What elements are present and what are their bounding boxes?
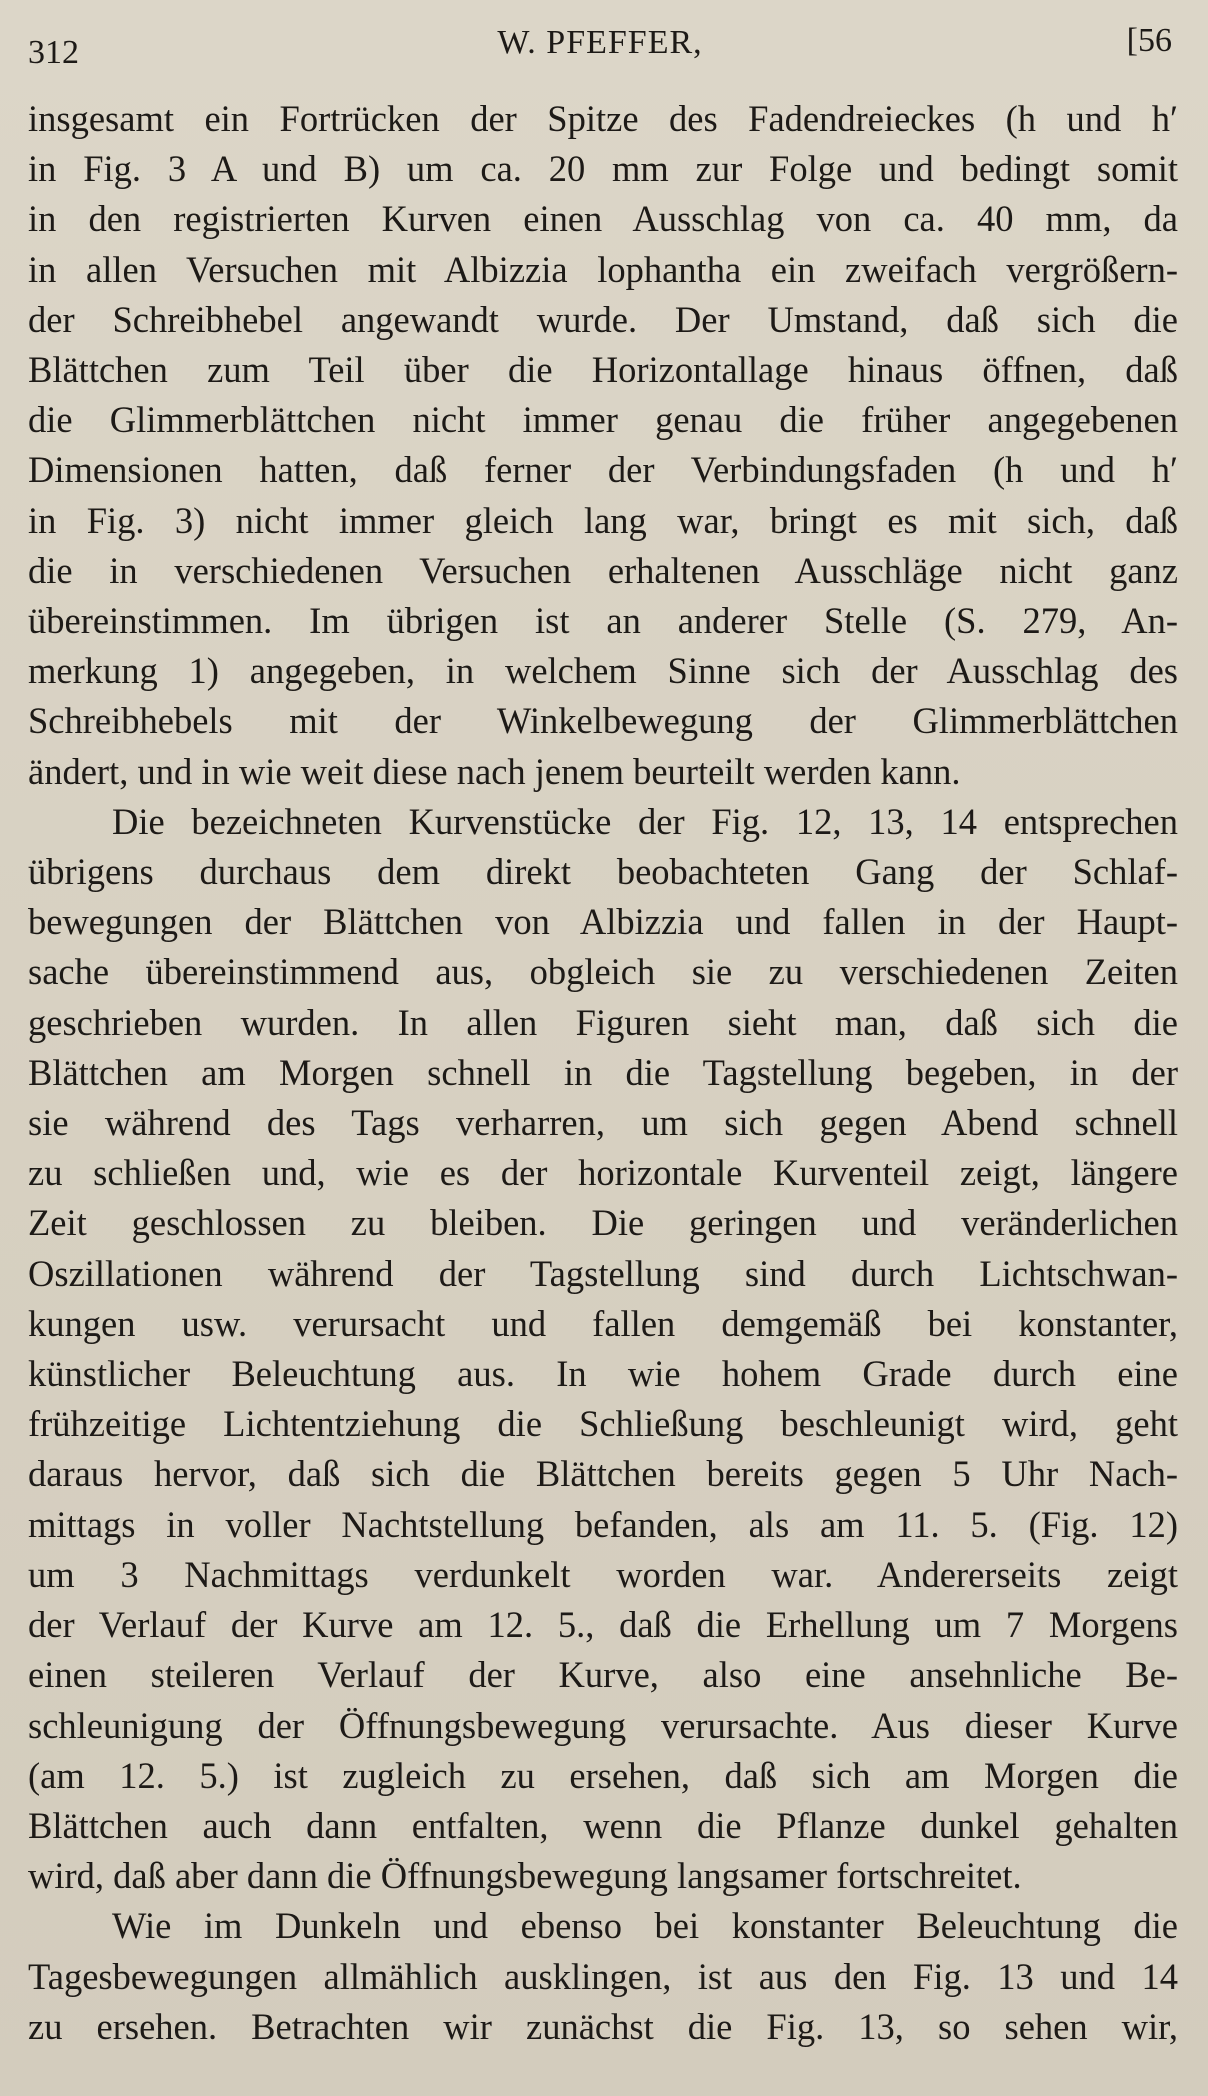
text-line: Tagesbewegungen allmählich ausklingen, ist aus den Fig. 13 und 14	[28, 1955, 1178, 1997]
original-page-marker: [56	[1126, 22, 1172, 59]
paragraph	[28, 94, 1178, 797]
text-line: die Glimmerblättchen nicht immer genau die früher angegebenen	[28, 399, 1178, 441]
body-text	[28, 94, 1178, 2052]
text-line: Blättchen auch dann entfalten, wenn die Pflanze dunkel gehalten	[28, 1804, 1178, 1846]
text-line: Dimensionen hatten, daß ferner der Verbindungsfaden (h und h′	[28, 449, 1178, 491]
text-line: insgesamt ein Fortrücken der Spitze des Fadendreieckes (h und h′	[28, 98, 1178, 139]
text-line: (am 12. 5.) ist zugleich zu ersehen, daß sich am Morgen die	[28, 1754, 1178, 1796]
text-line: Die bezeichneten Kurvenstücke der Fig. 12, 13, 14 entsprechen	[112, 800, 1178, 842]
text-line: frühzeitige Lichtentziehung die Schließung beschleunigt wird, geht	[28, 1403, 1178, 1445]
text-line: Schreibhebels mit der Winkelbewegung der Glimmerblättchen	[28, 700, 1178, 742]
text-line: übereinstimmen. Im übrigen ist an anderer Stelle (S. 279, An-	[28, 600, 1178, 642]
text-line: Blättchen zum Teil über die Horizontallage hinaus öffnen, daß	[28, 349, 1178, 391]
text-line: die in verschiedenen Versuchen erhaltenen Ausschläge nicht ganz	[28, 549, 1178, 591]
text-line: sache übereinstimmend aus, obgleich sie zu verschiedenen Zeiten	[28, 951, 1178, 993]
text-line: einen steileren Verlauf der Kurve, also eine ansehnliche Be-	[28, 1654, 1178, 1696]
text-line: der Verlauf der Kurve am 12. 5., daß die Erhellung um 7 Morgens	[28, 1604, 1178, 1646]
paragraph	[28, 1901, 1178, 2052]
author-heading: W. PFEFFER,	[497, 24, 703, 61]
page-number: 312	[28, 34, 79, 71]
text-line: merkung 1) angegeben, in welchem Sinne sich der Ausschlag des	[28, 650, 1178, 692]
text-line: um 3 Nachmittags verdunkelt worden war. Andererseits zeigt	[28, 1553, 1178, 1595]
text-line: schleunigung der Öffnungsbewegung verursachte. Aus dieser Kurve	[28, 1704, 1178, 1746]
text-line: in Fig. 3) nicht immer gleich lang war, bringt es mit sich, daß	[28, 499, 1178, 541]
text-line: künstlicher Beleuchtung aus. In wie hohem Grade durch eine	[28, 1353, 1178, 1395]
text-line: kungen usw. verursacht und fallen demgemäß bei konstanter,	[28, 1302, 1178, 1344]
text-line: mittags in voller Nachtstellung befanden, als am 11. 5. (Fig. 12)	[28, 1503, 1178, 1545]
text-line: sie während des Tags verharren, um sich gegen Abend schnell	[28, 1102, 1178, 1144]
running-head	[28, 22, 1172, 72]
text-line: zu ersehen. Betrachten wir zunächst die Fig. 13, so sehen wir,	[28, 2005, 1178, 2047]
text-line: wird, daß aber dann die Öffnungsbewegung langsamer fortschreitet.	[28, 1855, 1022, 1897]
text-line: daraus hervor, daß sich die Blättchen bereits gegen 5 Uhr Nach-	[28, 1453, 1178, 1495]
text-line: in Fig. 3 A und B) um ca. 20 mm zur Folge und bedingt somit	[28, 148, 1178, 190]
text-line: in allen Versuchen mit Albizzia lophantha ein zweifach vergrößern-	[28, 248, 1178, 290]
text-line: in den registrierten Kurven einen Ausschlag von ca. 40 mm, da	[28, 198, 1178, 240]
text-line: geschrieben wurden. In allen Figuren sieht man, daß sich die	[28, 1001, 1178, 1043]
text-line: Wie im Dunkeln und ebenso bei konstanter Beleuchtung die	[112, 1905, 1178, 1947]
text-line: ändert, und in wie weit diese nach jenem beurteilt werden kann.	[28, 750, 961, 792]
text-line: übrigens durchaus dem direkt beobachteten Gang der Schlaf-	[28, 851, 1178, 893]
text-line: Blättchen am Morgen schnell in die Tagstellung begeben, in der	[28, 1051, 1178, 1093]
text-line: der Schreibhebel angewandt wurde. Der Umstand, daß sich die	[28, 298, 1178, 340]
text-line: zu schließen und, wie es der horizontale Kurventeil zeigt, längere	[28, 1152, 1178, 1194]
text-line: Oszillationen während der Tagstellung sind durch Lichtschwan-	[28, 1252, 1178, 1294]
paragraph	[28, 797, 1178, 1901]
text-line: bewegungen der Blättchen von Albizzia und fallen in der Haupt-	[28, 901, 1178, 943]
text-line: Zeit geschlossen zu bleiben. Die geringen und veränderlichen	[28, 1202, 1178, 1244]
